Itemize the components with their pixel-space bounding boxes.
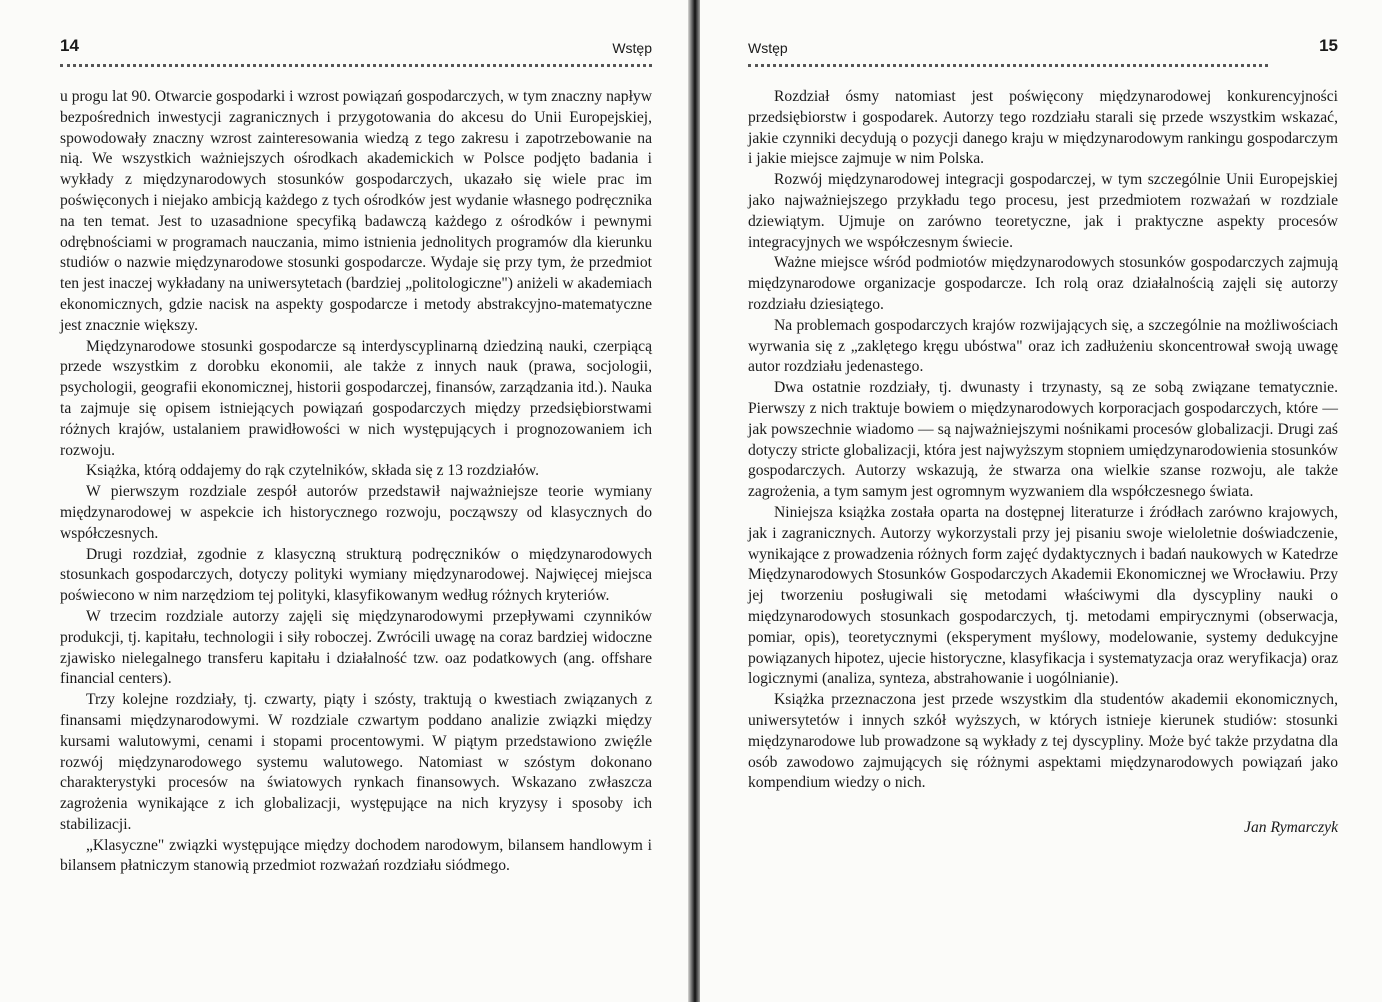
paragraph: Drugi rozdział, zgodnie z klasyczną strukturą podręczników o międzynarodowych stosunkach gospodarczych, dotyczy polityki wymiany międzynarodowej. Najwięcej miejsca poświecono w nim narzędziom tej polityki, klasyfikowanym według różnych kryteriów. bbox=[60, 545, 652, 605]
page-number: 15 bbox=[1319, 36, 1338, 55]
dotted-rule bbox=[748, 64, 1268, 67]
paragraph: W trzecim rozdziale autorzy zajęli się międzynarodowymi przepływami czynników produkcji, tj. kapitału, technologii i siły roboczej. Zwrócili uwagę na coraz bardziej widoczne zjawisko nielegalnego transferu kapitału i działalność tzw. oaz podatkowych (ang. offshare financial centers). bbox=[60, 607, 652, 688]
paragraph: Na problemach gospodarczych krajów rozwijających się, a szczególnie na możliwościach wyrwania się z „zaklętego kręgu ubóstwa" oraz ich zadłużeniu skoncentrował swoją uwagę autor rozdziału jedenastego. bbox=[748, 316, 1338, 376]
paragraph: Dwa ostatnie rozdziały, tj. dwunasty i trzynasty, są ze sobą związane tematycznie. Pierwszy z nich traktuje bowiem o międzynarodowych korporacjach gospodarczych, które — jak powszechnie wiadomo — są najważniejszymi nośnikami procesów globalizacji. Drugi zaś dotyczy stricte globalizacji, która jest najwyższym stopniem umiędzynarodowienia stosunków gospodarczych. Autorzy wskazują, że stwarza ona wielkie szanse rozwoju, ale także zagrożenia, a tym samym jest ogromnym wyzwaniem dla współczesnego świata. bbox=[748, 379, 1338, 501]
paragraph: Trzy kolejne rozdziały, tj. czwarty, piąty i szósty, traktują o kwestiach związanych z finansami międzynarodowymi. W rozdziale czwartym poddano analizie związki między kursami walutowymi, cenami i stopami procentowymi. W piątym przedstawiono zwięźle rozwój międzynarodowego systemu walutowego. Natomiast w szóstym dokonano charakterystyki procesów na światowych rynkach finansowych. Wskazano zwłaszcza zagrożenia wynikające z ich globalizacji, występujące na nich kryzysy i sposoby ich stabilizacji. bbox=[60, 691, 652, 833]
left-page bbox=[0, 0, 690, 1002]
paragraph: Międzynarodowe stosunki gospodarcze są interdyscyplinarną dziedziną nauki, czerpiącą przede wszystkim z dorobku ekonomii, ale także z innych nauk (prawa, socjologii, psychologii, geografii ekonomicznej, historii gospodarczej, finansów, zarządzania itd.). Nauka ta zajmuje się opisem istniejących powiązań gospodarczych między przedsiębiorstwami różnych krajów, ustalaniem prawidłowości w nich występujących i prognozowaniem ich rozwoju. bbox=[60, 337, 652, 459]
author-signature: Jan Rymarczyk bbox=[1244, 819, 1338, 837]
right-page-header bbox=[748, 36, 1338, 58]
left-page-body bbox=[60, 87, 652, 877]
right-page bbox=[700, 0, 1382, 1002]
running-head: Wstęp bbox=[612, 40, 652, 56]
right-page-body bbox=[748, 87, 1338, 839]
dotted-rule bbox=[60, 64, 652, 67]
paragraph: „Klasyczne" związki występujące między dochodem narodowym, bilansem handlowym i bilansem płatniczym stanowią przedmiot rozważań rozdziału siódmego. bbox=[60, 836, 652, 875]
running-head: Wstęp bbox=[748, 40, 788, 56]
paragraph: Ważne miejsce wśród podmiotów międzynarodowych stosunków gospodarczych zajmują międzynarodowe organizacje gospodarcze. Ich rolą oraz działalnością zajęli się autorzy rozdziału dziesiątego. bbox=[748, 254, 1338, 313]
paragraph: u progu lat 90. Otwarcie gospodarki i wzrost powiązań gospodarczych, w tym znaczny napływ bezpośrednich inwestycji zagranicznych i przygotowania do akcesu do Unii Europejskiej, spowodowały znaczny wzrost zainteresowania wiedzą z tego zakresu i zapotrzebowanie na nią. We wszystkich ważniejszych ośrodkach akademickich w Polsce podjęto badania i wykłady z międzynarodowych stosunków gospodarczych, ukazało się wiele prac im poświęconych i niejako ambicją każdego z tych ośrodków jest wydanie własnego podręcznika na ten temat. Jest to uzasadnione specyfiką badawczą każdego z ośrodków i pewnymi odrębnościami w programach nauczania, mimo istnienia jednolitych programów dla kierunku studiów o nazwie międzynarodowe stosunki gospodarcze. Wydaje się przy tym, że przedmiot ten jest inaczej wykładany na uniwersytetach (bardziej „politologiczne") aniżeli w akademiach ekonomicznych, gdzie nacisk na aspekty gospodarcze i metody abstrakcyjno-matematyczne jest znacznie większy. bbox=[60, 88, 652, 334]
paragraph: W pierwszym rozdziale zespół autorów przedstawił najważniejsze teorie wymiany międzynarodowej w aspekcie ich historycznego rozwoju, począwszy od klasycznych do współczesnych. bbox=[60, 483, 652, 542]
left-page-header bbox=[60, 36, 652, 58]
paragraph: Rozdział ósmy natomiast jest poświęcony międzynarodowej konkurencyjności przedsiębiorstw i gospodarek. Autorzy tego rozdziału starali się przede wszystkim wskazać, jakie czynniki decydują o pozycji danego kraju w międzynarodowym rankingu gospodarczym i jakie miejsce zajmuje w nim Polska. bbox=[748, 88, 1338, 168]
paragraph: Książka, którą oddajemy do rąk czytelników, składa się z 13 rozdziałów. bbox=[86, 462, 540, 480]
page-number: 14 bbox=[60, 36, 79, 55]
paragraph: Rozwój międzynarodowej integracji gospodarczej, w tym szczególnie Unii Europejskiej jako najważniejszego przykładu tego procesu, jest przedmiotem rozważań w rozdziale dziewiątym. Ujmuje on zarówno teoretyczne, jak i praktyczne aspekty procesów integracyjnych we współczesnym świecie. bbox=[748, 171, 1338, 251]
paragraph: Książka przeznaczona jest przede wszystkim dla studentów akademii ekonomicznych, uniwersytetów i innych szkół wyższych, w których istnieje kierunek studiów: stosunki międzynarodowe lub prowadzone są wykłady z tej dyscypliny. Może być także przydatna dla osób zawodowo zajmujących się różnymi aspektami międzynarodowych powiązań jako kompendium wiedzy o nich. bbox=[748, 691, 1338, 792]
paragraph: Niniejsza książka została oparta na dostępnej literaturze i źródłach zarówno krajowych, jak i zagranicznych. Autorzy wykorzystali przy jej pisaniu swoje wieloletnie doświadczenie, wynikające z prowadzenia różnych form zajęć dydaktycznych i badań naukowych w Katedrze Międzynarodowych Stosunków Gospodarczych Akademii Ekonomicznej we Wrocławiu. Przy jej tworzeniu posługiwali się metodami właściwymi dla dyscypliny nauki o międzynarodowych stosunkach gospodarczych, tj. metodami empirycznymi (obserwacja, pomiar, opis), teoretycznymi (eksperyment myślowy, modelowanie, systemy dedukcyjne powiązanych hipotez, ujecie historyczne, klasyfikacja i systematyzacja oraz weryfikacja) oraz logicznymi (analiza, synteza, abstrahowanie i uogólnianie). bbox=[748, 503, 1338, 688]
